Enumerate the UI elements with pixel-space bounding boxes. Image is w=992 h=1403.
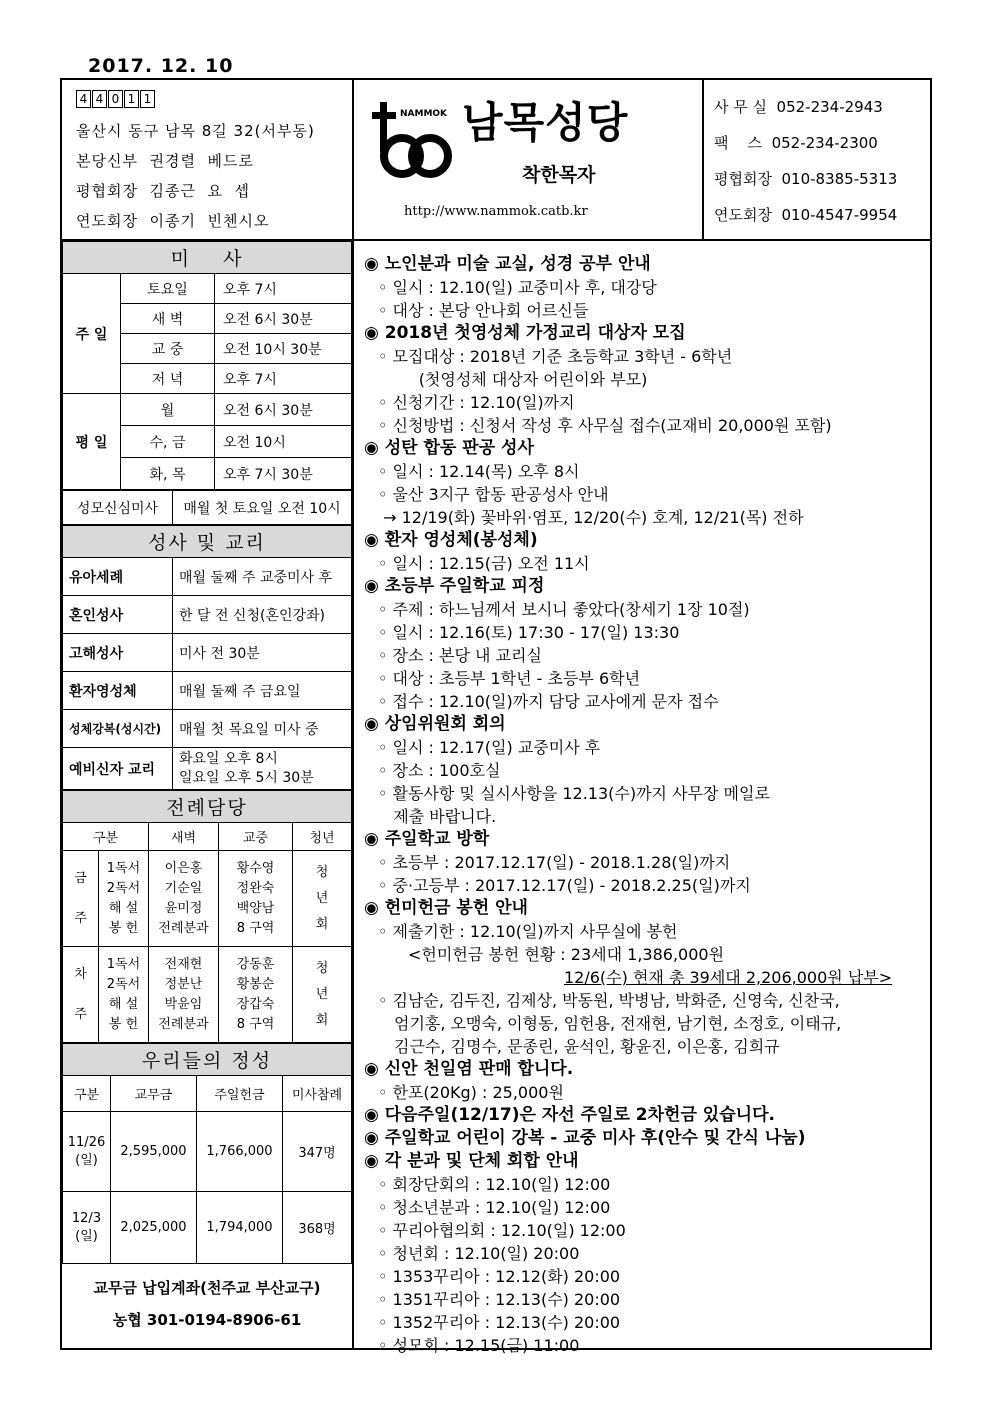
offering-sunday: 1,794,000 xyxy=(197,1192,283,1264)
parish-info xyxy=(62,80,354,239)
account-info xyxy=(62,1262,352,1350)
mass-slot: 새 벽 xyxy=(121,304,215,334)
notice-list xyxy=(364,1058,930,1357)
liturgy-col: 청년 xyxy=(293,823,352,851)
liturgy-title: 전례담당 xyxy=(63,791,352,823)
sunday-label: 주 일 xyxy=(63,274,121,394)
heart-mass-time: 매월 첫 토요일 오전 10시 xyxy=(173,491,352,525)
notice-item: ◦ 일시 : 12.15(금) 오전 11시 xyxy=(378,554,590,573)
offering-col: 구분 xyxy=(63,1076,111,1112)
zip-digit: 1 xyxy=(140,90,155,108)
header xyxy=(62,80,930,241)
liturgy-youth: 청 년 회 xyxy=(293,947,352,1043)
bulletin-date: 2017. 12. 10 xyxy=(88,55,234,77)
notice-heading: ◉ 초등부 주일학교 피정 xyxy=(364,576,545,596)
parish-logo-icon xyxy=(372,94,452,184)
liturgy-col: 새벽 xyxy=(149,823,219,851)
zip-digit: 4 xyxy=(76,90,91,108)
notice-item: ◦ 성모회 : 12.15(금) 11:00 xyxy=(378,1336,580,1355)
liturgy-dawn: 이은홍 기순일 윤미정 전례분과 xyxy=(149,851,219,947)
contact-fax: 팩 스 052-234-2300 xyxy=(714,134,878,152)
notice-item: ◦ 한포(20Kg) : 25,000원 xyxy=(378,1083,564,1102)
notice-item: ◦ 회장단회의 : 12.10(일) 12:00 xyxy=(378,1175,611,1194)
notice-list xyxy=(364,253,930,943)
address: 울산시 동구 남목 8길 32(서부동) xyxy=(76,122,315,140)
notice-item: ◦ 울산 3지구 합동 판공성사 안내 xyxy=(378,485,609,504)
sacrament-title: 성사 및 교리 xyxy=(63,526,352,558)
mass-slot: 월 xyxy=(121,394,215,426)
pastor: 본당신부 권경렬 베드로 xyxy=(76,152,254,170)
liturgy-week: 차 주 xyxy=(63,947,99,1043)
mass-slot: 토요일 xyxy=(121,274,215,304)
notice-item: ◦ 중·고등부 : 2017.12.17(일) - 2018.2.25(일)까지 xyxy=(378,876,751,895)
mass-time: 오후 7시 xyxy=(215,364,352,394)
sacrament-label: 예비신자 교리 xyxy=(63,748,173,790)
notice-item: ◦ 장소 : 100호실 xyxy=(378,761,501,780)
notice-item: ◦ 대상 : 본당 안나회 어르신들 xyxy=(378,301,589,320)
mass-time: 오후 7시 30분 xyxy=(215,458,352,490)
bulletin-frame xyxy=(60,78,932,1355)
notice-item: (첫영성체 대상자 어린이와 부모) xyxy=(378,370,648,389)
notice-item: ◦ 초등부 : 2017.12.17(일) - 2018.1.28(일)까지 xyxy=(378,853,731,872)
sacrament-table xyxy=(62,525,352,790)
sacrament-schedule: 미사 전 30분 xyxy=(173,634,352,672)
sacrament-schedule: 매월 첫 목요일 미사 중 xyxy=(173,710,352,748)
notice-item: ◦ 신청방법 : 신청서 작성 후 사무실 접수(교재비 20,000원 포함) xyxy=(378,416,832,435)
mass-slot: 교 중 xyxy=(121,334,215,364)
mass-time: 오전 10시 xyxy=(215,426,352,458)
liturgy-roles: 1독서 2독서 해 설 봉 헌 xyxy=(99,851,149,947)
notice-item: ◦ 일시 : 12.10(일) 교중미사 후, 대강당 xyxy=(378,278,657,297)
sacrament-schedule: 매월 둘째 주 교중미사 후 xyxy=(173,558,352,596)
notice-item: ◦ 활동사항 및 실시사항을 12.13(수)까지 사무장 메일로 xyxy=(378,784,770,803)
memorial-president: 연도회장 이종기 빈첸시오 xyxy=(76,212,270,230)
notice-item: ◦ 접수 : 12.10(일)까지 담당 교사에게 문자 접수 xyxy=(378,692,719,711)
mass-slot: 수, 금 xyxy=(121,426,215,458)
zip-code xyxy=(76,90,352,108)
notice-item: ◦ 일시 : 12.16(토) 17:30 - 17(일) 13:30 xyxy=(378,623,680,642)
mass-time: 오전 6시 30분 xyxy=(215,394,352,426)
contact-council: 평협회장 010-8385-5313 xyxy=(714,170,898,188)
mass-time: 오후 7시 xyxy=(215,274,352,304)
mass-slot: 화, 목 xyxy=(121,458,215,490)
rice-total-line xyxy=(364,966,930,989)
notice-heading: ◉ 주일학교 어린이 강복 - 교중 미사 후(안수 및 간식 나눔) xyxy=(364,1128,806,1148)
weekday-label: 평 일 xyxy=(63,394,121,490)
offering-sunday: 1,766,000 xyxy=(197,1112,283,1192)
council-president: 평협회장 김종근 요 셉 xyxy=(76,182,251,200)
contact-office: 사 무 실 052-234-2943 xyxy=(714,98,883,116)
zip-digit: 0 xyxy=(108,90,123,108)
notice-item: ◦ 장소 : 본당 내 교리실 xyxy=(378,646,542,665)
liturgy-dawn: 전재현 정분난 박윤임 전례분과 xyxy=(149,947,219,1043)
notice-heading: ◉ 2018년 첫영성체 가정교리 대상자 모집 xyxy=(364,323,686,343)
offering-attendance: 368명 xyxy=(283,1192,352,1264)
offering-col: 주일헌금 xyxy=(197,1076,283,1112)
offering-title: 우리들의 정성 xyxy=(63,1044,352,1076)
liturgy-col: 교중 xyxy=(219,823,293,851)
notice-heading: ◉ 환자 영성체(봉성체) xyxy=(364,530,538,550)
rice-total: 12/6(수) 현재 총 39세대 2,206,000원 납부> xyxy=(564,968,893,987)
notice-item: → 12/19(화) 꽃바위·염포, 12/20(수) 호계, 12/21(목) 전하 xyxy=(378,508,804,527)
notice-heading: ◉ 신안 천일염 판매 합니다. xyxy=(364,1059,574,1079)
zip-digit: 4 xyxy=(92,90,107,108)
notice-item: ◦ 일시 : 12.17(일) 교중미사 후 xyxy=(378,738,601,757)
parish-name: 남목성당 xyxy=(462,98,629,147)
contacts xyxy=(704,80,930,236)
liturgy-col: 구분 xyxy=(63,823,149,851)
liturgy-main: 강동훈 황봉순 장갑숙 8 구역 xyxy=(219,947,293,1043)
liturgy-roles: 1독서 2독서 해 설 봉 헌 xyxy=(99,947,149,1043)
notice-item: ◦ 청년회 : 12.10(일) 20:00 xyxy=(378,1244,580,1263)
offering-attendance: 347명 xyxy=(283,1112,352,1192)
offering-col: 미사참례 xyxy=(283,1076,352,1112)
zip-digit: 1 xyxy=(124,90,139,108)
account-label: 교무금 납입계좌(천주교 부산교구) xyxy=(93,1279,321,1297)
offering-date: 12/3 (일) xyxy=(63,1192,111,1264)
sacrament-label: 성체강복(성시간) xyxy=(63,710,173,748)
sacrament-label: 유아세례 xyxy=(63,558,173,596)
offering-table xyxy=(62,1043,352,1264)
rice-status: <헌미헌금 봉헌 현황 : 23세대 1,386,000원 xyxy=(408,945,725,964)
notice-item: ◦ 제출기한 : 12.10(일)까지 사무실에 봉헌 xyxy=(378,922,678,941)
notice-item: ◦ 모집대상 : 2018년 기준 초등학교 3학년 - 6학년 xyxy=(378,347,733,366)
sacrament-label: 환자영성체 xyxy=(63,672,173,710)
notice-heading: ◉ 주일학교 방학 xyxy=(364,829,490,849)
notice-item: ◦ 대상 : 초등부 1학년 - 초등부 6학년 xyxy=(378,669,641,688)
mass-time: 오전 6시 30분 xyxy=(215,304,352,334)
website-link[interactable]: http://www.nammok.catb.kr xyxy=(404,204,588,219)
mass-time: 오전 10시 30분 xyxy=(215,334,352,364)
account-number: 농협 301-0194-8906-61 xyxy=(112,1311,302,1329)
mass-slot: 저 녁 xyxy=(121,364,215,394)
notice-item: ◦ 주제 : 하느님께서 보시니 좋았다(창세기 1장 10절) xyxy=(378,600,750,619)
notice-item: ◦ 꾸리아협의회 : 12.10(일) 12:00 xyxy=(378,1221,626,1240)
notice-item: ◦ 신청기간 : 12.10(일)까지 xyxy=(378,393,575,412)
offering-dues: 2,025,000 xyxy=(111,1192,197,1264)
masthead xyxy=(354,80,704,239)
mass-title: 미 사 xyxy=(63,242,352,274)
sacrament-schedule: 한 달 전 신청(혼인강좌) xyxy=(173,596,352,634)
rice-status-line xyxy=(364,943,930,966)
offering-dues: 2,595,000 xyxy=(111,1112,197,1192)
notice-heading: ◉ 성탄 합동 판공 성사 xyxy=(364,438,534,458)
notices xyxy=(354,241,930,1355)
notice-heading: ◉ 다음주일(12/17)은 자선 주일로 2차헌금 있습니다. xyxy=(364,1105,775,1125)
logo-lettering: NAMMOK xyxy=(400,109,448,119)
notice-item: ◦ 청소년분과 : 12.10(일) 12:00 xyxy=(378,1198,611,1217)
heart-mass-label: 성모신심미사 xyxy=(63,491,173,525)
notice-item: ◦ 일시 : 12.14(목) 오후 8시 xyxy=(378,462,580,481)
rice-donors: ◦ 김남순, 김두진, 김제상, 박동원, 박병남, 박화준, 신영숙, 신찬국, xyxy=(378,991,840,1010)
sacrament-schedule: 화요일 오후 8시 일요일 오후 5시 30분 xyxy=(173,748,352,790)
mass-table xyxy=(62,241,352,490)
liturgy-week: 금 주 xyxy=(63,851,99,947)
sacrament-label: 고해성사 xyxy=(63,634,173,672)
notice-heading: ◉ 각 분과 및 단체 회합 안내 xyxy=(364,1151,579,1171)
notice-item: ◦ 1352꾸리아 : 12.13(수) 20:00 xyxy=(378,1313,621,1332)
notice-item: ◦ 1351꾸리아 : 12.13(수) 20:00 xyxy=(378,1290,621,1309)
liturgy-main: 황수영 정완숙 백양남 8 구역 xyxy=(219,851,293,947)
heart-mass-table xyxy=(62,490,352,525)
liturgy-table xyxy=(62,790,352,1043)
left-column xyxy=(62,241,354,1350)
rice-donors: 엄기홍, 오맹숙, 이형동, 임헌용, 전재현, 남기현, 소정호, 이태규, xyxy=(394,1014,842,1033)
notice-item: 제출 바랍니다. xyxy=(378,807,497,826)
offering-col: 교무금 xyxy=(111,1076,197,1112)
contact-memorial: 연도회장 010-4547-9954 xyxy=(714,206,898,224)
notice-heading: ◉ 상임위원회 회의 xyxy=(364,714,506,734)
notice-heading: ◉ 노인분과 미술 교실, 성경 공부 안내 xyxy=(364,254,651,274)
rice-donors: 김근수, 김명수, 문종린, 윤석인, 황윤진, 이은홍, 김희규 xyxy=(394,1037,780,1056)
parish-subtitle: 착한목자 xyxy=(522,164,596,186)
offering-date: 11/26 (일) xyxy=(63,1112,111,1192)
notice-item: ◦ 1353꾸리아 : 12.12(화) 20:00 xyxy=(378,1267,621,1286)
liturgy-youth: 청 년 회 xyxy=(293,851,352,947)
notice-heading: ◉ 헌미헌금 봉헌 안내 xyxy=(364,898,528,918)
sacrament-label: 혼인성사 xyxy=(63,596,173,634)
sacrament-schedule: 매월 둘째 주 금요일 xyxy=(173,672,352,710)
